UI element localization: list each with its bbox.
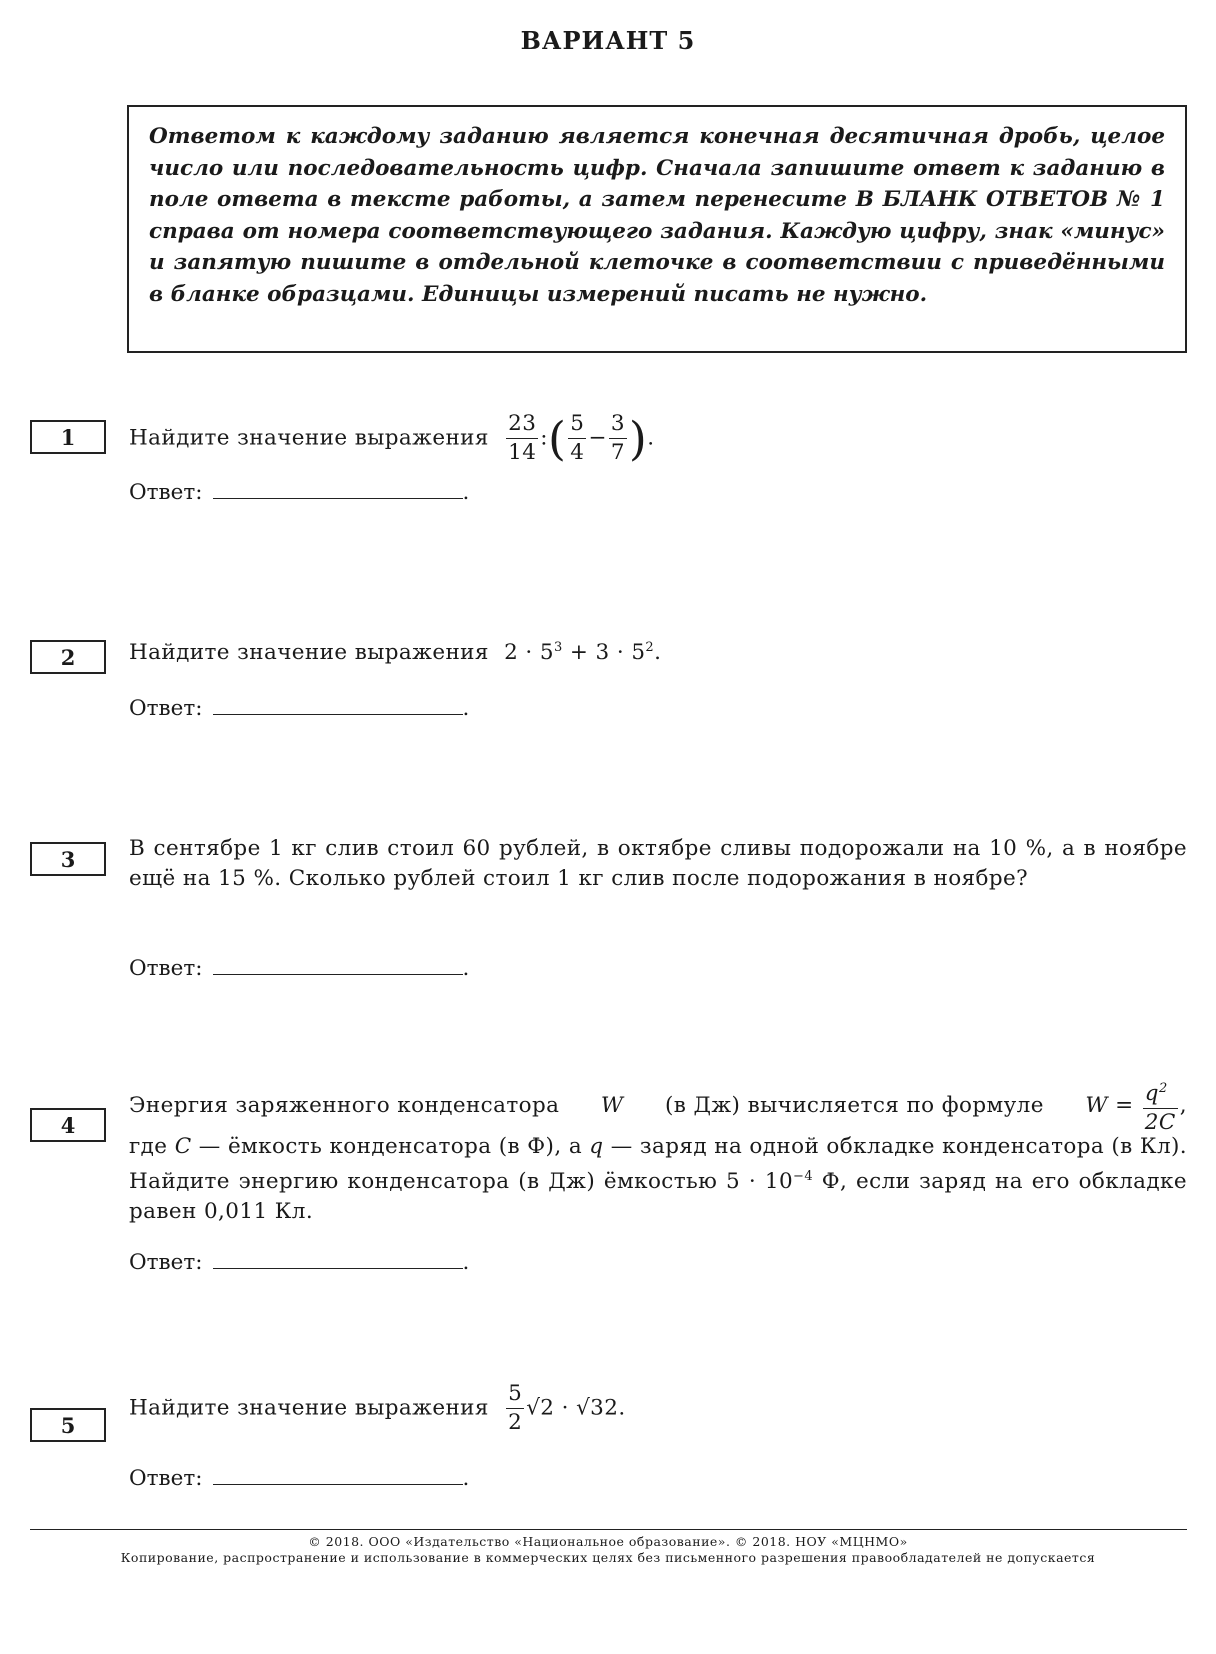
task-prompt: Найдите значение выражения	[129, 425, 489, 451]
numerator: 5	[568, 410, 586, 439]
task-prompt: Найдите значение выражения	[129, 640, 489, 666]
footer-divider	[30, 1529, 1187, 1530]
denominator: 14	[508, 440, 537, 465]
answer-line[interactable]	[213, 694, 463, 715]
answer-period: .	[462, 1466, 470, 1491]
answer-field[interactable]	[129, 954, 469, 984]
answer-field[interactable]	[129, 694, 469, 724]
answer-field[interactable]	[129, 1464, 469, 1494]
period: .	[654, 640, 662, 666]
task-number: 3	[30, 842, 106, 876]
fraction	[1143, 1075, 1178, 1137]
comma: ,	[1179, 1093, 1187, 1118]
exponent: 2	[1158, 1080, 1168, 1096]
footer-copyright: © 2018. ООО «Издательство «Национальное образование». © 2018. НОУ «МЦНМО»	[308, 1534, 908, 1549]
page-title: ВАРИАНТ 5	[520, 26, 696, 55]
task-number: 5	[30, 1408, 106, 1442]
task-text-part: Ф, если заряд на его обкладке равен 0,011 Кл.	[129, 1169, 1187, 1225]
answer-line[interactable]	[213, 1464, 463, 1485]
expression-part: 2 · 5	[504, 640, 554, 666]
answer-label: Ответ:	[129, 696, 203, 721]
task-text-part: — заряд на одной обкладке конденсатора (в Кл). Найдите энергию конденсатора (в Дж) ёмкостью 5 · 10	[129, 1134, 1188, 1195]
numerator	[1143, 1075, 1178, 1109]
denominator: 7	[610, 440, 625, 465]
task-text	[129, 410, 655, 467]
answer-label: Ответ:	[129, 480, 203, 505]
task-text-part: Энергия заряженного конденсатора	[129, 1093, 560, 1118]
expression-part: + 3 · 5	[562, 640, 646, 666]
answer-label: Ответ:	[129, 1466, 203, 1491]
footer-notice: Копирование, распространение и использование в коммерческих целях без письменного разрешения правообладателей не допускается	[120, 1550, 1096, 1565]
task-number: 4	[30, 1108, 106, 1142]
answer-period: .	[462, 1250, 470, 1275]
answer-line[interactable]	[213, 478, 463, 499]
answer-label: Ответ:	[129, 1250, 203, 1275]
numerator: 5	[506, 1380, 524, 1409]
denominator: 4	[570, 440, 585, 465]
exponent: 2	[645, 640, 655, 655]
answer-line[interactable]	[213, 954, 463, 975]
task-prompt: Найдите значение выражения	[129, 1395, 489, 1421]
period: .	[618, 1395, 626, 1421]
fraction	[506, 1380, 524, 1437]
exponent: −4	[793, 1169, 813, 1184]
variable-w: W	[600, 1093, 624, 1118]
task-number: 1	[30, 420, 106, 454]
task-text	[129, 633, 1187, 668]
answer-period: .	[462, 956, 470, 981]
task-text: В сентябре 1 кг слив стоил 60 рублей, в октябре сливы подорожали на 10 %, а в ноябре ещё на 15 %. Сколько рублей стоил 1 кг слив после подорожания в ноябре?	[129, 836, 1187, 891]
colon-sign: :	[540, 425, 548, 451]
task-text	[129, 1080, 1187, 1227]
numerator-var: q	[1144, 1081, 1159, 1107]
variable-q: q	[589, 1134, 604, 1159]
exponent: 3	[553, 640, 563, 655]
answer-label: Ответ:	[129, 956, 203, 981]
period: .	[647, 425, 655, 451]
answer-line[interactable]	[213, 1248, 463, 1269]
close-paren: )	[628, 411, 648, 466]
denominator: 2C	[1144, 1110, 1176, 1136]
answer-period: .	[462, 696, 470, 721]
task-text-part: где	[129, 1134, 168, 1159]
answer-field[interactable]	[129, 478, 469, 508]
task-text-part: — ёмкость конденсатора (в Ф), а	[198, 1134, 583, 1159]
task-text-part: (в Дж) вычисляется по формуле	[664, 1093, 1044, 1118]
task-paragraph	[129, 1132, 1187, 1227]
formula	[1085, 1075, 1187, 1137]
formula-lhs: W =	[1085, 1093, 1134, 1118]
expression	[504, 640, 654, 665]
task-number: 2	[30, 640, 106, 674]
denominator: 2	[508, 1410, 523, 1435]
open-paren: (	[547, 411, 567, 466]
minus-sign: −	[588, 425, 607, 451]
numerator: 3	[609, 410, 627, 439]
numerator: 23	[506, 410, 538, 439]
fraction	[568, 410, 586, 467]
fraction	[609, 410, 627, 467]
fraction	[506, 410, 538, 467]
answer-period: .	[462, 480, 470, 505]
answer-field[interactable]	[129, 1248, 469, 1278]
task-line-1	[129, 1080, 1187, 1136]
task-text	[129, 1380, 1187, 1437]
variable-c: C	[174, 1134, 192, 1159]
instructions-box: Ответом к каждому заданию является конечная десятичная дробь, целое число или последовательность цифр. Сначала запишите ответ к заданию в поле ответа в тексте работы, а затем перенесите В БЛАНК ОТВЕТОВ № 1 справа от номера соответствующего задания. Каждую цифру, знак «минус» и запятую пишите в отдельной клеточке в соответствии с приведёнными в бланке образцами. Единицы измерений писать не нужно.	[127, 105, 1187, 353]
expression: √2 · √32	[526, 1395, 619, 1421]
